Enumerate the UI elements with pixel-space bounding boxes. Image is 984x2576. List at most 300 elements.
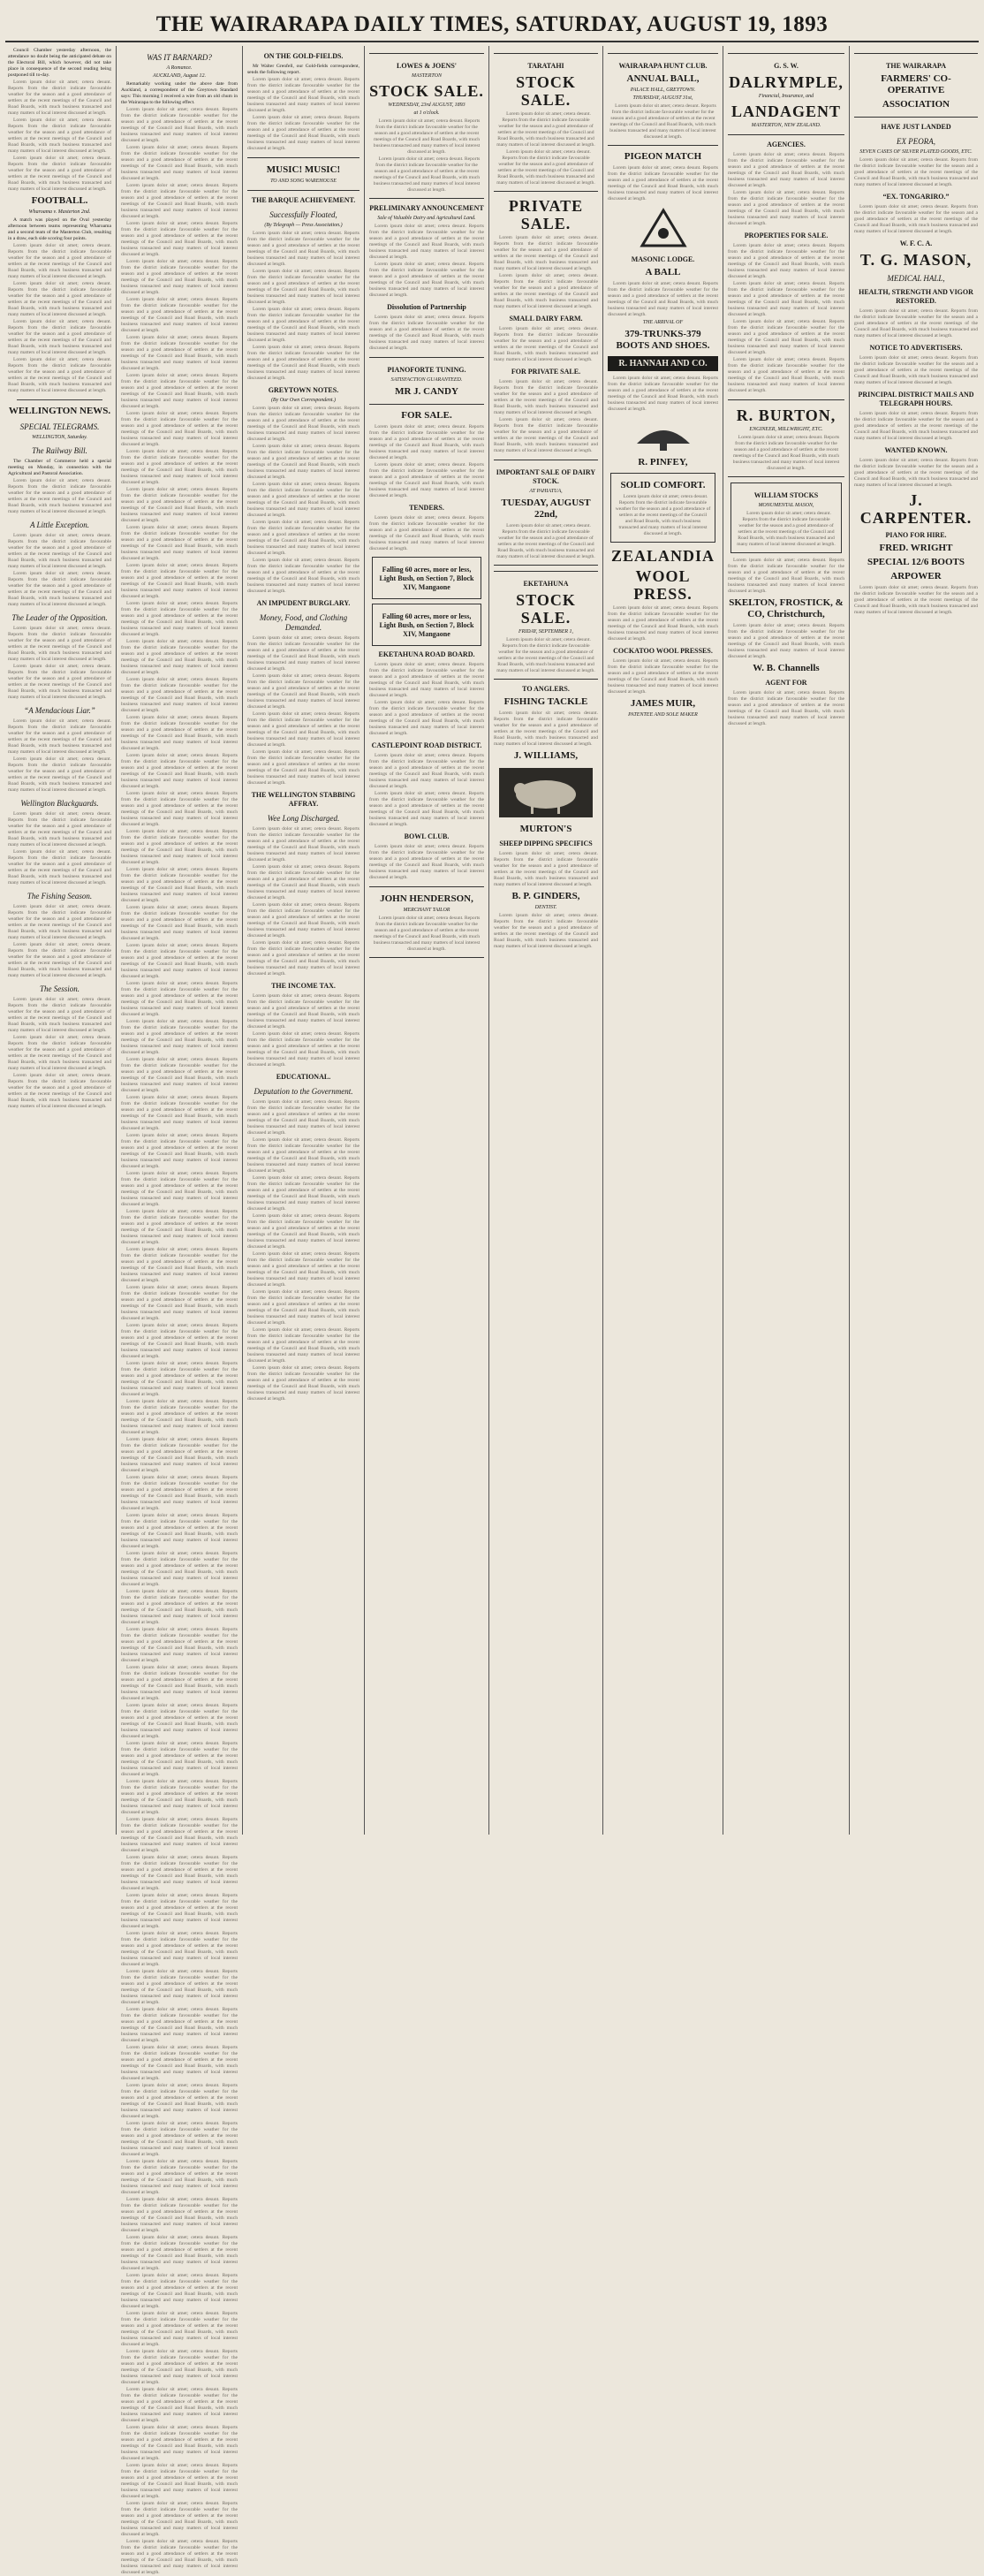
section-heading: EDUCATIONAL.: [276, 1073, 331, 1081]
ad-text: Lorem ipsum dolor sit amet; cetera desunt. Reports from the district indicate favourable weather for the season and a good attendance of settlers at the recent meetings of the Council and Road Boards, with much business transacted and many matters of local interest discussed at length.: [494, 913, 598, 949]
land-agent-advertisement: [728, 53, 844, 135]
article-text: Lorem ipsum dolor sit amet; cetera desunt. Reports from the district indicate favourable weather for the season and a good attendance of settlers at the recent meetings of the Council and Road Boards, with much business transacted and many matters of local interest discussed at length.: [121, 1247, 238, 1283]
article-text: Lorem ipsum dolor sit amet; cetera desunt. Reports from the district indicate favourable weather for the season and a good attendance of settlers at the recent meetings of the Council and Road Boards, with much business transacted and many matters of local interest discussed at length.: [121, 2235, 238, 2271]
news-heading: The Fishing Season.: [26, 892, 93, 900]
ad-date: THURSDAY, AUGUST 31st,: [632, 95, 693, 101]
tender-title: Falling 60 acres, more or less, Light Bush, on Section 7, Block XIV, Mangaone: [379, 566, 474, 591]
ad-text: Lorem ipsum dolor sit amet; cetera desunt. Reports from the district indicate favourable weather for the season and a good attendance of settlers at the recent meetings of the Council and Road Boards, with much business transacted and many matters of local interest discussed at length.: [609, 103, 716, 140]
article-text: Remarkably working under the above date from Auckland, a correspondent of the Greytown Standard says: This morning I received a wire from an old chum in the Wairarapa to the following effect.: [121, 81, 238, 105]
ad-heading: HAVE JUST LANDED: [881, 123, 951, 131]
ad-heading: FOR PRIVATE SALE.: [511, 368, 581, 376]
article-text: Lorem ipsum dolor sit amet; cetera desunt. Reports from the district indicate favourable weather for the season and a good attendance of settlers at the recent meetings of the Council and Road Boards, with much business transacted and many matters of local interest discussed at length.: [121, 1703, 238, 1739]
ad-text: Lorem ipsum dolor sit amet; cetera desunt. Reports from the district indicate favourable weather for the season and a good attendance of settlers at the recent meetings of the Council and Road Boards, with much business transacted and many matters of local interest discussed at length.: [496, 149, 595, 186]
article-text: Lorem ipsum dolor sit amet; cetera desunt. Reports from the district indicate favourable weather for the season and a good attendance of settlers at the recent meetings of the Council and Road Boards, with much business transacted and many matters of local interest discussed at length.: [121, 791, 238, 827]
news-heading: The Railway Bill.: [32, 446, 87, 455]
article-text: Lorem ipsum dolor sit amet; cetera desunt. Reports from the district indicate favourable weather for the season and a good attendance of settlers at the recent meetings of the Council and Road Boards, with much business transacted and many matters of local interest discussed at length.: [121, 1513, 238, 1549]
ad-text: Lorem ipsum dolor sit amet; cetera desunt. Reports from the district indicate favourable weather for the season and a good attendance of settlers at the recent meetings of the Council and Road Boards, with much business transacted and many matters of local interest discussed at length.: [728, 243, 844, 279]
press-credit: (By Telegraph — Press Association.): [264, 223, 343, 228]
article-text: Lorem ipsum dolor sit amet; cetera desunt. Reports from the district indicate favourable weather for the season and a good attendance of settlers at the recent meetings of the Council and Road Boards, with much business transacted and many matters of local interest discussed at length.: [121, 2387, 238, 2423]
article-text: Lorem ipsum dolor sit amet; cetera desunt. Reports from the district indicate favourable weather for the season and a good attendance of settlers at the recent meetings of the Council and Road Boards, with much business transacted and many matters of local interest discussed at length.: [121, 373, 238, 409]
article-text: Lorem ipsum dolor sit amet; cetera desunt. Reports from the district indicate favourable weather for the season and a good attendance of settlers at the recent meetings of the Council and Road Boards, with much business transacted and many matters of local interest discussed at length.: [8, 571, 111, 607]
hunt-ball-advertisement: [608, 53, 718, 146]
ad-text: Lorem ipsum dolor sit amet; cetera desunt. Reports from the district indicate favourable weather for the season and a good attendance of settlers at the recent meetings of the Council and Road Boards, with much business transacted and many matters of local interest discussed at length.: [494, 235, 598, 271]
article-text: Lorem ipsum dolor sit amet; cetera desunt. Reports from the district indicate favourable weather for the season and a good attendance of settlers at the recent meetings of the Council and Road Boards, with much business transacted and many matters of local interest discussed at length.: [247, 558, 360, 594]
ad-subheading: EX PEORA,: [897, 137, 935, 146]
ad-text: Lorem ipsum dolor sit amet; cetera desunt. Reports from the district indicate favourable weather for the season and a good attendance of settlers at the recent meetings of the Council and Road Boards, with much business transacted and many matters of local interest discussed at length.: [494, 379, 598, 415]
article-text: Lorem ipsum dolor sit amet; cetera desunt. Reports from the district indicate favourable weather for the season and a good attendance of settlers at the recent meetings of the Council and Road Boards, with much business transacted and many matters of local interest discussed at length.: [247, 345, 360, 381]
article-text: Lorem ipsum dolor sit amet; cetera desunt. Reports from the district indicate favourable weather for the season and a good attendance of settlers at the recent meetings of the Council and Road Boards, with much business transacted and many matters of local interest discussed at length.: [121, 1209, 238, 1245]
ad-heading: MUSIC! MUSIC!: [266, 164, 341, 175]
ad-heading: TENDERS.: [409, 504, 444, 512]
ad-title: MURTON'S: [519, 824, 572, 834]
ad-subheading: TO AND SONG WAREHOUSE: [270, 179, 337, 184]
ad-text: Lorem ipsum dolor sit amet; cetera desunt. Reports from the district indicate favourable weather for the season and a good attendance of settlers at the recent meetings of the Council and Road Boards, with much business transacted and many matters of local interest discussed at length.: [496, 523, 595, 559]
ad-text: Lorem ipsum dolor sit amet; cetera desunt. Reports from the district indicate favourable weather for the season and a good attendance of settlers at the recent meetings of the Council and Road Boards, with much business transacted and many matters of local interest discussed at length.: [369, 753, 484, 789]
ad-heading: FOR SALE.: [401, 410, 452, 421]
ad-heading: TARATAHI: [527, 62, 564, 70]
ad-title: ASSOCIATION: [882, 99, 950, 110]
article-text: Lorem ipsum dolor sit amet; cetera desunt. Reports from the district indicate favourable weather for the season and a good attendance of settlers at the recent meetings of the Council and Road Boards, with much business transacted and many matters of local interest discussed at length.: [121, 2501, 238, 2537]
article-text: Lorem ipsum dolor sit amet; cetera desunt. Reports from the district indicate favourable weather for the season and a good attendance of settlers at the recent meetings of the Council and Road Boards, with much business transacted and many matters of local interest discussed at length.: [121, 2425, 238, 2461]
ad-subheading: Financial, Insurance, and: [758, 94, 814, 99]
article-text: Lorem ipsum dolor sit amet; cetera desunt. Reports from the district indicate favourable weather for the season and a good attendance of settlers at the recent meetings of the Council and Road Boards, with much business transacted and many matters of local interest discussed at length.: [121, 145, 238, 181]
ad-subheading: Sale of Valuable Dairy and Agricultural Land.: [377, 216, 476, 221]
ad-text: Lorem ipsum dolor sit amet; cetera desunt. Reports from the district indicate favourable weather for the season and a good attendance of settlers at the recent meetings of the Council and Road Boards, with much business transacted and many matters of local interest discussed at length.: [854, 585, 978, 615]
section-heading: WAS IT BARNARD?: [147, 53, 212, 62]
article-text: Lorem ipsum dolor sit amet; cetera desunt. Reports from the district indicate favourable weather for the season and a good attendance of settlers at the recent meetings of the Council and Road Boards, with much business transacted and many matters of local interest discussed at length.: [8, 849, 111, 885]
ad-title: FARMERS' CO-OPERATIVE: [881, 73, 951, 95]
ad-heading: CASTLEPOINT ROAD DISTRICT.: [371, 741, 482, 749]
article-text: Lorem ipsum dolor sit amet; cetera desunt. Reports from the district indicate favourable weather for the season and a good attendance of settlers at the recent meetings of the Council and Road Boards, with much business transacted and many matters of local interest discussed at length.: [8, 156, 111, 192]
article-text: Lorem ipsum dolor sit amet; cetera desunt. Reports from the district indicate favourable weather for the season and a good attendance of settlers at the recent meetings of the Council and Road Boards, with much business transacted and many matters of local interest discussed at length.: [121, 2083, 238, 2119]
article-text: Lorem ipsum dolor sit amet; cetera desunt. Reports from the district indicate favourable weather for the season and a good attendance of settlers at the recent meetings of the Council and Road Boards, with much business transacted and many matters of local interest discussed at length.: [8, 1035, 111, 1071]
article-text: Lorem ipsum dolor sit amet; cetera desunt. Reports from the district indicate favourable weather for the season and a good attendance of settlers at the recent meetings of the Council and Road Boards, with much business transacted and many matters of local interest discussed at length.: [121, 1817, 238, 1853]
ad-title: ARPOWER: [890, 571, 942, 581]
article-text: Lorem ipsum dolor sit amet; cetera desunt. Reports from the district indicate favourable weather for the season and a good attendance of settlers at the recent meetings of the Council and Road Boards, with much business transacted and many matters of local interest discussed at length.: [121, 2349, 238, 2385]
article-text: Lorem ipsum dolor sit amet; cetera desunt. Reports from the district indicate favourable weather for the season and a good attendance of settlers at the recent meetings of the Council and Road Boards, with much business transacted and many matters of local interest discussed at length.: [121, 563, 238, 599]
ad-heading: PIANOFORTE TUNING.: [387, 366, 466, 374]
article-text: Lorem ipsum dolor sit amet; cetera desunt. Reports from the district indicate favourable weather for the season and a good attendance of settlers at the recent meetings of the Council and Road Boards, with much business transacted and many matters of local interest discussed at length.: [247, 231, 360, 267]
ad-subheading: MEDICAL HALL,: [887, 274, 945, 283]
article-text: Lorem ipsum dolor sit amet; cetera desunt. Reports from the district indicate favourable weather for the season and a good attendance of settlers at the recent meetings of the Council and Road Boards, with much business transacted and many matters of local interest discussed at length.: [121, 107, 238, 143]
ad-text: Lorem ipsum dolor sit amet; cetera desunt. Reports from the district indicate favourable weather for the season and a good attendance of settlers at the recent meetings of the Council and Road Boards, with much business transacted and many matters of local interest discussed at length.: [608, 281, 718, 317]
article-text: Lorem ipsum dolor sit amet; cetera desunt. Reports from the district indicate favourable weather for the season and a good attendance of settlers at the recent meetings of the Council and Road Boards, with much business transacted and many matters of local interest discussed at length.: [8, 80, 111, 116]
ad-heading: HEALTH, STRENGTH AND VIGOR RESTORED.: [859, 288, 973, 305]
ad-text: Lorem ipsum dolor sit amet; cetera desunt. Reports from the district indicate favourable weather for the season and a good attendance of settlers at the recent meetings of the Council and Road Boards, with much business transacted and many matters of local interest discussed at length.: [615, 494, 711, 536]
tender-notice: [372, 604, 481, 646]
article-text: Lorem ipsum dolor sit amet; cetera desunt. Reports from the district indicate favourable weather for the season and a good attendance of settlers at the recent meetings of the Council and Road Boards, with much business transacted and many matters of local interest discussed at length.: [247, 940, 360, 976]
dateline: WELLINGTON, Saturday.: [32, 435, 87, 440]
ad-title: R. PINFEY,: [638, 457, 688, 467]
article-text: Lorem ipsum dolor sit amet; cetera desunt. Reports from the district indicate favourable weather for the season and a good attendance of settlers at the recent meetings of the Council and Road Boards, with much business transacted and many matters of local interest discussed at length.: [247, 1137, 360, 1174]
article-text: Lorem ipsum dolor sit amet; cetera desunt. Reports from the district indicate favourable weather for the season and a good attendance of settlers at the recent meetings of the Council and Road Boards, with much business transacted and many matters of local interest discussed at length.: [121, 1855, 238, 1891]
article-text: Lorem ipsum dolor sit amet; cetera desunt. Reports from the district indicate favourable weather for the season and a good attendance of settlers at the recent meetings of the Council and Road Boards, with much business transacted and many matters of local interest discussed at length.: [121, 905, 238, 941]
article-text: Lorem ipsum dolor sit amet; cetera desunt. Reports from the district indicate favourable weather for the season and a good attendance of settlers at the recent meetings of the Council and Road Boards, with much business transacted and many matters of local interest discussed at length.: [247, 77, 360, 113]
ad-text: Lorem ipsum dolor sit amet; cetera desunt. Reports from the district indicate favourable weather for the season and a good attendance of settlers at the recent meetings of the Council and Road Boards, with much business transacted and many matters of local interest discussed at length.: [369, 662, 484, 698]
ad-title: B. P. GINDERS,: [511, 891, 580, 901]
ad-subheading: MERCHANT TAILOR: [403, 908, 450, 913]
ad-heading: MASONIC LODGE.: [631, 255, 695, 263]
boot-advertisement: [610, 473, 715, 543]
column-8: [850, 46, 982, 1835]
news-heading: The Leader of the Opposition.: [11, 613, 108, 622]
article-text: Lorem ipsum dolor sit amet; cetera desunt. Reports from the district indicate favourable weather for the season and a good attendance of settlers at the recent meetings of the Council and Road Boards, with much business transacted and many matters of local interest discussed at length.: [121, 829, 238, 865]
article-text: Lorem ipsum dolor sit amet; cetera desunt. Reports from the district indicate favourable weather for the season and a good attendance of settlers at the recent meetings of the Council and Road Boards, with much business transacted and many matters of local interest discussed at length.: [247, 1031, 360, 1068]
article-text: Lorem ipsum dolor sit amet; cetera desunt. Reports from the district indicate favourable weather for the season and a good attendance of settlers at the recent meetings of the Council and Road Boards, with much business transacted and many matters of local interest discussed at length.: [121, 2539, 238, 2575]
stock-sale-advertisement: [369, 53, 484, 199]
ad-text: Lorem ipsum dolor sit amet; cetera desunt. Reports from the district indicate favourable weather for the season and a good attendance of settlers at the recent meetings of the Council and Road Boards, with much business transacted and many matters of local interest discussed at length.: [369, 515, 484, 551]
ad-heading: EKETAHUNA: [523, 580, 569, 588]
ad-subheading: SATISFACTION GUARANTEED.: [390, 377, 463, 383]
article-text: Lorem ipsum dolor sit amet; cetera desunt. Reports from the district indicate favourable weather for the season and a good attendance of settlers at the recent meetings of the Council and Road Boards, with much business transacted and many matters of local interest discussed at length.: [121, 677, 238, 713]
tailor-advertisement: [369, 886, 484, 958]
article-text: Lorem ipsum dolor sit amet; cetera desunt. Reports from the district indicate favourable weather for the season and a good attendance of settlers at the recent meetings of the Council and Road Boards, with much business transacted and many matters of local interest discussed at length.: [121, 1437, 238, 1473]
ad-title: JOHN HENDERSON,: [380, 893, 473, 904]
ad-heading: “EX. TONGARIRO.”: [882, 193, 950, 201]
ad-text: Lorem ipsum dolor sit amet; cetera desunt. Reports from the district indicate favourable weather for the season and a good attendance of settlers at the recent meetings of the Council and Road Boards, with much business transacted and many matters of local interest discussed at length.: [854, 458, 978, 488]
article-text: Lorem ipsum dolor sit amet; cetera desunt. Reports from the district indicate favourable weather for the season and a good attendance of settlers at the recent meetings of the Council and Road Boards, with much business transacted and many matters of local interest discussed at length.: [121, 2273, 238, 2309]
news-heading: “A Mendacious Liar.”: [24, 706, 95, 715]
column-6: [603, 46, 723, 1835]
article-text: Lorem ipsum dolor sit amet; cetera desunt. Reports from the district indicate favourable weather for the season and a good attendance of settlers at the recent meetings of the Council and Road Boards, with much business transacted and many matters of local interest discussed at length.: [121, 943, 238, 979]
engineer-advertisement: [728, 399, 844, 477]
ad-title: W. B. Channells: [753, 663, 820, 673]
ad-place: AT PAHIATUA,: [529, 489, 563, 494]
ad-subheading: PATENTEE AND SOLE MAKER: [628, 712, 698, 718]
ad-heading: THE WAIRARAPA: [886, 62, 946, 70]
article-text: Lorem ipsum dolor sit amet; cetera desunt. Reports from the district indicate favourable weather for the season and a good attendance of settlers at the recent meetings of the Council and Road Boards, with much business transacted and many matters of local interest discussed at length.: [121, 1475, 238, 1511]
ad-title: J. WILLIAMS,: [513, 750, 579, 761]
article-text: Lorem ipsum dolor sit amet; cetera desunt. Reports from the district indicate favourable weather for the season and a good attendance of settlers at the recent meetings of the Council and Road Boards, with much business transacted and many matters of local interest discussed at length.: [121, 2121, 238, 2157]
ad-text: Lorem ipsum dolor sit amet; cetera desunt. Reports from the district indicate favourable weather for the season and a good attendance of settlers at the recent meetings of the Council and Road Boards, with much business transacted and many matters of local interest discussed at length.: [496, 111, 595, 148]
article-text: Lorem ipsum dolor sit amet; cetera desunt. Reports from the district indicate favourable weather for the season and a good attendance of settlers at the recent meetings of the Council and Road Boards, with much business transacted and many matters of local interest discussed at length.: [8, 904, 111, 940]
section-heading: WELLINGTON NEWS.: [8, 406, 111, 416]
ad-subheading: SEVEN CASES OF SILVER PLATED GOODS, ETC.: [859, 149, 973, 155]
article-text: Lorem ipsum dolor sit amet; cetera desunt. Reports from the district indicate favourable weather for the season and a good attendance of settlers at the recent meetings of the Council and Road Boards, with much business transacted and many matters of local interest discussed at length.: [8, 756, 111, 793]
ad-text: Lorem ipsum dolor sit amet; cetera desunt. Reports from the district indicate favourable weather for the season and a good attendance of settlers at the recent meetings of the Council and Road Boards, with much business transacted and many matters of local interest discussed at length.: [728, 319, 844, 355]
article-text: Lorem ipsum dolor sit amet; cetera desunt. Reports from the district indicate favourable weather for the season and a good attendance of settlers at the recent meetings of the Council and Road Boards, with much business transacted and many matters of local interest discussed at length.: [247, 1213, 360, 1250]
article-text: Lorem ipsum dolor sit amet; cetera desunt. Reports from the district indicate favourable weather for the season and a good attendance of settlers at the recent meetings of the Council and Road Boards, with much business transacted and many matters of local interest discussed at length.: [121, 1133, 238, 1169]
section-subheading: Wharoama v. Masterton 2nd.: [28, 209, 91, 215]
ad-subheading: SHEEP DIPPING SPECIFICS: [499, 840, 593, 847]
ad-heading: WANTED KNOWN.: [884, 446, 948, 454]
ad-text: Lorem ipsum dolor sit amet; cetera desunt. Reports from the district indicate favourable weather for the season and a good attendance of settlers at the recent meetings of the Council and Road Boards, with much business transacted and many matters of local interest discussed at length.: [608, 165, 718, 201]
article-text: Lorem ipsum dolor sit amet; cetera desunt. Reports from the district indicate favourable weather for the season and a good attendance of settlers at the recent meetings of the Council and Road Boards, with much business transacted and many matters of local interest discussed at length.: [247, 307, 360, 343]
article-text: Mr Walter Grenfell, our Gold-fields correspondent, sends the following report.: [247, 64, 360, 75]
ad-text: Lorem ipsum dolor sit amet; cetera desunt. Reports from the district indicate favourable weather for the season and a good attendance of settlers at the recent meetings of the Council and Road Boards, with much business transacted and many matters of local interest discussed at length.: [608, 376, 718, 412]
article-text: Lorem ipsum dolor sit amet; cetera desunt. Reports from the district indicate favourable weather for the season and a good attendance of settlers at the recent meetings of the Council and Road Boards, with much business transacted and many matters of local interest discussed at length.: [8, 478, 111, 514]
masthead-rule: [5, 41, 979, 42]
saddle-illustration: [628, 417, 699, 452]
ad-title: LANDAGENT: [730, 103, 841, 120]
ad-text: Lorem ipsum dolor sit amet; cetera desunt. Reports from the district indicate favourable weather for the season and a good attendance of settlers at the recent meetings of the Council and Road Boards, with much business transacted and many matters of local interest discussed at length.: [369, 315, 484, 351]
ad-title: FISHING TACKLE: [503, 696, 588, 707]
ad-text: Lorem ipsum dolor sit amet; cetera desunt. Reports from the district indicate favourable weather for the season and a good attendance of settlers at the recent meetings of the Council and Road Boards, with much business transacted and many matters of local interest discussed at length.: [732, 435, 840, 471]
article-text: Lorem ipsum dolor sit amet; cetera desunt. Reports from the district indicate favourable weather for the season and a good attendance of settlers at the recent meetings of the Council and Road Boards, with much business transacted and many matters of local interest discussed at length.: [121, 981, 238, 1017]
article-text: Lorem ipsum dolor sit amet; cetera desunt. Reports from the district indicate favourable weather for the season and a good attendance of settlers at the recent meetings of the Council and Road Boards, with much business transacted and many matters of local interest discussed at length.: [8, 942, 111, 978]
section-subheading: (By Our Own Correspondent.): [270, 398, 337, 403]
article-text: Lorem ipsum dolor sit amet; cetera desunt. Reports from the district indicate favourable weather for the season and a good attendance of settlers at the recent meetings of the Council and Road Boards, with much business transacted and many matters of local interest discussed at length.: [121, 867, 238, 903]
article-text: Lorem ipsum dolor sit amet; cetera desunt. Reports from the district indicate favourable weather for the season and a good attendance of settlers at the recent meetings of the Council and Road Boards, with much business transacted and many matters of local interest discussed at length.: [247, 406, 360, 442]
ad-text: Lorem ipsum dolor sit amet; cetera desunt. Reports from the district indicate favourable weather for the season and a good attendance of settlers at the recent meetings of the Council and Road Boards, with much business transacted and many matters of local interest discussed at length.: [737, 511, 836, 547]
article-text: Lorem ipsum dolor sit amet; cetera desunt. Reports from the district indicate favourable weather for the season and a good attendance of settlers at the recent meetings of the Council and Road Boards, with much business transacted and many matters of local interest discussed at length.: [121, 183, 238, 219]
column-2: [117, 46, 243, 2575]
ad-title: DALRYMPLE,: [729, 73, 844, 91]
article-text: Lorem ipsum dolor sit amet; cetera desunt. Reports from the district indicate favourable weather for the season and a good attendance of settlers at the recent meetings of the Council and Road Boards, with much business transacted and many matters of local interest discussed at length.: [121, 335, 238, 371]
ad-title: SKELTON, FROSTICK, & CO, Christchurch,: [729, 597, 844, 619]
article-text: Lorem ipsum dolor sit amet; cetera desunt. Reports from the district indicate favourable weather for the season and a good attendance of settlers at the recent meetings of the Council and Road Boards, with much business transacted and many matters of local interest discussed at length.: [121, 411, 238, 447]
article-text: Lorem ipsum dolor sit amet; cetera desunt. Reports from the district indicate favourable weather for the season and a good attendance of settlers at the recent meetings of the Council and Road Boards, with much business transacted and many matters of local interest discussed at length.: [8, 118, 111, 154]
ad-text: Lorem ipsum dolor sit amet; cetera desunt. Reports from the district indicate favourable weather for the season and a good attendance of settlers at the recent meetings of the Council and Road Boards, with much business transacted and many matters of local interest discussed at length.: [608, 605, 718, 642]
article-text: Lorem ipsum dolor sit amet; cetera desunt. Reports from the district indicate favourable weather for the season and a good attendance of settlers at the recent meetings of the Council and Road Boards, with much business transacted and many matters of local interest discussed at length.: [121, 2463, 238, 2499]
article-text: Lorem ipsum dolor sit amet; cetera desunt. Reports from the district indicate favourable weather for the season and a good attendance of settlers at the recent meetings of the Council and Road Boards, with much business transacted and many matters of local interest discussed at length.: [8, 997, 111, 1033]
ad-text: Lorem ipsum dolor sit amet; cetera desunt. Reports from the district indicate favourable weather for the season and a good attendance of settlers at the recent meetings of the Council and Road Boards, with much business transacted and many matters of local interest discussed at length.: [728, 281, 844, 317]
ad-place: MASTERTON: [412, 73, 442, 79]
article-text: Lorem ipsum dolor sit amet; cetera desunt. Reports from the district indicate favourable weather for the season and a good attendance of settlers at the recent meetings of the Council and Road Boards, with much business transacted and many matters of local interest discussed at length.: [247, 269, 360, 305]
section-heading: AN IMPUDENT BURGLARY.: [256, 599, 351, 607]
ad-text: Lorem ipsum dolor sit amet; cetera desunt. Reports from the district indicate favourable weather for the season and a good attendance of settlers at the recent meetings of the Council and Road Boards, with much business transacted and many matters of local interest discussed at length.: [494, 326, 598, 362]
article-text: Lorem ipsum dolor sit amet; cetera desunt. Reports from the district indicate favourable weather for the season and a good attendance of settlers at the recent meetings of the Council and Road Boards, with much business transacted and many matters of local interest discussed at length.: [8, 357, 111, 393]
newspaper-title: THE WAIRARAPA DAILY TIMES, SATURDAY, AUGUST 19, 1893: [155, 12, 829, 36]
section-subheading: Wee Long Discharged.: [267, 814, 340, 823]
article-text: Lorem ipsum dolor sit amet; cetera desunt. Reports from the district indicate favourable weather for the season and a good attendance of settlers at the recent meetings of the Council and Road Boards, with much business transacted and many matters of local interest discussed at length.: [247, 444, 360, 480]
news-heading: The Session.: [40, 984, 79, 993]
article-text: Lorem ipsum dolor sit amet; cetera desunt. Reports from the district indicate favourable weather for the season and a good attendance of settlers at the recent meetings of the Council and Road Boards, with much business transacted and many matters of local interest discussed at length.: [247, 826, 360, 862]
article-text: Lorem ipsum dolor sit amet; cetera desunt. Reports from the district indicate favourable weather for the season and a good attendance of settlers at the recent meetings of the Council and Road Boards, with much business transacted and many matters of local interest discussed at length.: [8, 718, 111, 755]
section-heading: THE WELLINGTON STABBING AFFRAY.: [251, 791, 356, 808]
article-text: Lorem ipsum dolor sit amet; cetera desunt. Reports from the district indicate favourable weather for the season and a good attendance of settlers at the recent meetings of the Council and Road Boards, with much business transacted and many matters of local interest discussed at length.: [247, 711, 360, 748]
article-text: Lorem ipsum dolor sit amet; cetera desunt. Reports from the district indicate favourable weather for the season and a good attendance of settlers at the recent meetings of the Council and Road Boards, with much business transacted and many matters of local interest discussed at length.: [121, 297, 238, 333]
masonic-emblem: [637, 207, 690, 251]
ad-heading: BOWL CLUB.: [404, 832, 450, 840]
ad-title: STOCK SALE.: [369, 82, 484, 100]
ad-text: Lorem ipsum dolor sit amet; cetera desunt. Reports from the district indicate favourable weather for the season and a good attendance of settlers at the recent meetings of the Council and Road Boards, with much business transacted and many matters of local interest discussed at length.: [854, 204, 978, 234]
ad-heading: G. S. W.: [774, 62, 799, 70]
section-subheading: SPECIAL TELEGRAMS.: [19, 422, 100, 431]
ad-heading: LOWES & JOENS': [396, 62, 457, 70]
article-text: Lorem ipsum dolor sit amet; cetera desunt. Reports from the district indicate favourable weather for the season and a good attendance of settlers at the recent meetings of the Council and Road Boards, with much business transacted and many matters of local interest discussed at length.: [121, 715, 238, 751]
article-text: Lorem ipsum dolor sit amet; cetera desunt. Reports from the district indicate favourable weather for the season and a good attendance of settlers at the recent meetings of the Council and Road Boards, with much business transacted and many matters of local interest discussed at length.: [121, 753, 238, 789]
article-text: Lorem ipsum dolor sit amet; cetera desunt. Reports from the district indicate favourable weather for the season and a good attendance of settlers at the recent meetings of the Council and Road Boards, with much business transacted and many matters of local interest discussed at length.: [121, 1019, 238, 1055]
ad-text: Lorem ipsum dolor sit amet; cetera desunt. Reports from the district indicate favourable weather for the season and a good attendance of settlers at the recent meetings of the Council and Road Boards, with much business transacted and many matters of local interest discussed at length.: [369, 462, 484, 498]
ad-heading: PRINCIPAL DISTRICT MAILS AND TELEGRAPH HOURS.: [858, 391, 974, 407]
ad-subheading: DENTIST.: [534, 905, 557, 910]
section-heading: FOOTBALL.: [31, 195, 88, 206]
article-text: Lorem ipsum dolor sit amet; cetera desunt. Reports from the district indicate favourable weather for the season and a good attendance of settlers at the recent meetings of the Council and Road Boards, with much business transacted and many matters of local interest discussed at length.: [121, 2007, 238, 2043]
article-text: Lorem ipsum dolor sit amet; cetera desunt. Reports from the district indicate favourable weather for the season and a good attendance of settlers at the recent meetings of the Council and Road Boards, with much business transacted and many matters of local interest discussed at length.: [247, 1327, 360, 1364]
ad-heading: NOTICE TO ADVERTISERS.: [869, 344, 963, 352]
stock-sale-advertisement: [494, 571, 598, 680]
ad-title: WOOL PRESS.: [633, 567, 693, 603]
ad-text: Lorem ipsum dolor sit amet; cetera desunt. Reports from the district indicate favourable weather for the season and a good attendance of settlers at the recent meetings of the Council and Road Boards, with much business transacted and many matters of local interest discussed at length.: [369, 844, 484, 880]
article-text: Lorem ipsum dolor sit amet; cetera desunt. Reports from the district indicate favourable weather for the season and a good attendance of settlers at the recent meetings of the Council and Road Boards, with much business transacted and many matters of local interest discussed at length.: [121, 1589, 238, 1625]
article-text: Lorem ipsum dolor sit amet; cetera desunt. Reports from the district indicate favourable weather for the season and a good attendance of settlers at the recent meetings of the Council and Road Boards, with much business transacted and many matters of local interest discussed at length.: [121, 1893, 238, 1929]
article-text: Lorem ipsum dolor sit amet; cetera desunt. Reports from the district indicate favourable weather for the season and a good attendance of settlers at the recent meetings of the Council and Road Boards, with much business transacted and many matters of local interest discussed at length.: [121, 1171, 238, 1207]
section-heading: THE BARQUE ACHIEVEMENT.: [251, 196, 356, 204]
article-text: Lorem ipsum dolor sit amet; cetera desunt. Reports from the district indicate favourable weather for the season and a good attendance of settlers at the recent meetings of the Council and Road Boards, with much business transacted and many matters of local interest discussed at length.: [121, 1779, 238, 1815]
article-text: Lorem ipsum dolor sit amet; cetera desunt. Reports from the district indicate favourable weather for the season and a good attendance of settlers at the recent meetings of the Council and Road Boards, with much business transacted and many matters of local interest discussed at length.: [121, 1627, 238, 1663]
ad-text: Lorem ipsum dolor sit amet; cetera desunt. Reports from the district indicate favourable weather for the season and a good attendance of settlers at the recent meetings of the Council and Road Boards, with much business transacted and many matters of local interest discussed at length.: [369, 424, 484, 460]
ad-title: MR J. CANDY: [395, 386, 458, 397]
ad-title: SOLID COMFORT.: [620, 480, 706, 490]
article-text: Lorem ipsum dolor sit amet; cetera desunt. Reports from the district indicate favourable weather for the season and a good attendance of settlers at the recent meetings of the Council and Road Boards, with much business transacted and many matters of local interest discussed at length.: [121, 2159, 238, 2195]
column-5: [489, 46, 603, 1835]
ad-text: Lorem ipsum dolor sit amet; cetera desunt. Reports from the district indicate favourable weather for the season and a good attendance of settlers at the recent meetings of the Council and Road Boards, with much business transacted and many matters of local interest discussed at length.: [369, 791, 484, 827]
article-text: Lorem ipsum dolor sit amet; cetera desunt. Reports from the district indicate favourable weather for the season and a good attendance of settlers at the recent meetings of the Council and Road Boards, with much business transacted and many matters of local interest discussed at length.: [121, 1323, 238, 1359]
ad-heading: WAIRARAPA HUNT CLUB.: [618, 62, 708, 70]
ad-text: Lorem ipsum dolor sit amet; cetera desunt. Reports from the district indicate favourable weather for the season and a good attendance of settlers at the recent meetings of the Council and Road Boards, with much business transacted and many matters of local interest discussed at length.: [496, 637, 595, 673]
news-heading: A Little Exception.: [29, 521, 90, 529]
ad-text: Lorem ipsum dolor sit amet; cetera desunt. Reports from the district indicate favourable weather for the season and a good attendance of settlers at the recent meetings of the Council and Road Boards, with much business transacted and many matters of local interest discussed at length.: [854, 157, 978, 187]
section-subheading: Money, Food, and Clothing Demanded.: [259, 613, 348, 632]
ad-text: Lorem ipsum dolor sit amet; cetera desunt. Reports from the district indicate favourable weather for the season and a good attendance of settlers at the recent meetings of the Council and Road Boards, with much business transacted and many matters of local interest discussed at length.: [728, 357, 844, 393]
ad-text: Lorem ipsum dolor sit amet; cetera desunt. Reports from the district indicate favourable weather for the season and a good attendance of settlers at the recent meetings of the Council and Road Boards, with much business transacted and many matters of local interest discussed at length.: [494, 417, 598, 453]
ad-text: Lorem ipsum dolor sit amet; cetera desunt. Reports from the district indicate favourable weather for the season and a good attendance of settlers at the recent meetings of the Council and Road Boards, with much business transacted and many matters of local interest discussed at length.: [728, 558, 844, 594]
music-advertisement: [247, 157, 360, 191]
ad-date: TUESDAY, AUGUST 22nd,: [501, 498, 591, 520]
column-1: [4, 46, 117, 1835]
dairy-sale-advertisement: [494, 460, 598, 566]
article-text: Lorem ipsum dolor sit amet; cetera desunt. Reports from the district indicate favourable weather for the season and a good attendance of settlers at the recent meetings of the Council and Road Boards, with much business transacted and many matters of local interest discussed at length.: [121, 639, 238, 675]
article-text: Lorem ipsum dolor sit amet; cetera desunt. Reports from the district indicate favourable weather for the season and a good attendance of settlers at the recent meetings of the Council and Road Boards, with much business transacted and many matters of local interest discussed at length.: [247, 749, 360, 786]
piano-tuning-advertisement: [369, 357, 484, 405]
article-text: Lorem ipsum dolor sit amet; cetera desunt. Reports from the district indicate favourable weather for the season and a good attendance of settlers at the recent meetings of the Council and Road Boards, with much business transacted and many matters of local interest discussed at length.: [247, 1099, 360, 1136]
article-text: Lorem ipsum dolor sit amet; cetera desunt. Reports from the district indicate favourable weather for the season and a good attendance of settlers at the recent meetings of the Council and Road Boards, with much business transacted and many matters of local interest discussed at length.: [121, 2311, 238, 2347]
column-7: [723, 46, 850, 1835]
ad-place: PALACE HALL, GREYTOWN.: [630, 87, 696, 93]
ad-heading: W. F. C. A.: [899, 239, 933, 247]
ad-text: Lorem ipsum dolor sit amet; cetera desunt. Reports from the district indicate favourable weather for the season and a good attendance of settlers at the recent meetings of the Council and Road Boards, with much business transacted and many matters of local interest discussed at length.: [854, 411, 978, 441]
ad-title: PRIVATE SALE.: [508, 197, 584, 232]
ad-title: R. BURTON,: [736, 407, 836, 424]
sheep-dip-illustration: [497, 766, 594, 819]
ad-text: Lorem ipsum dolor sit amet; cetera desunt. Reports from the district indicate favourable weather for the season and a good attendance of settlers at the recent meetings of the Council and Road Boards, with much business transacted and many matters of local interest discussed at length.: [728, 152, 844, 188]
ad-title: STOCK SALE.: [516, 73, 576, 109]
ad-title: PIGEON MATCH: [624, 151, 702, 162]
ad-text: Lorem ipsum dolor sit amet; cetera desunt. Reports from the district indicate favourable weather for the season and a good attendance of settlers at the recent meetings of the Council and Road Boards, with much business transacted and many matters of local interest discussed at length.: [373, 118, 481, 155]
tender-notice: [372, 557, 481, 599]
article-text: Lorem ipsum dolor sit amet; cetera desunt. Reports from the district indicate favourable weather for the season and a good attendance of settlers at the recent meetings of the Council and Road Boards, with much business transacted and many matters of local interest discussed at length.: [8, 243, 111, 279]
divider: [17, 399, 102, 400]
ad-heading: PROPERTIES FOR SALE.: [744, 232, 829, 239]
ad-title: 379-TRUNKS-379 BOOTS AND SHOES.: [616, 329, 710, 351]
ad-date: WEDNESDAY, 23rd AUGUST, 1893: [388, 103, 466, 108]
article-text: Lorem ipsum dolor sit amet; cetera desunt. Reports from the district indicate favourable weather for the season and a good attendance of settlers at the recent meetings of the Council and Road Boards, with much business transacted and many matters of local interest discussed at length.: [8, 626, 111, 662]
ad-heading: EKETAHUNA ROAD BOARD.: [378, 650, 475, 658]
ad-heading: Dissolution of Partnership: [387, 303, 466, 311]
article-text: Lorem ipsum dolor sit amet; cetera desunt. Reports from the district indicate favourable weather for the season and a good attendance of settlers at the recent meetings of the Council and Road Boards, with much business transacted and many matters of local interest discussed at length.: [121, 2197, 238, 2233]
dateline: AUCKLAND, August 12.: [153, 73, 206, 79]
article-text: Lorem ipsum dolor sit amet; cetera desunt. Reports from the district indicate favourable weather for the season and a good attendance of settlers at the recent meetings of the Council and Road Boards, with much business transacted and many matters of local interest discussed at length.: [121, 1665, 238, 1701]
article-text: Lorem ipsum dolor sit amet; cetera desunt. Reports from the district indicate favourable weather for the season and a good attendance of settlers at the recent meetings of the Council and Road Boards, with much business transacted and many matters of local interest discussed at length.: [121, 259, 238, 295]
section-subheading: Deputation to the Government.: [254, 1087, 353, 1096]
ad-title: ZEALANDIA: [610, 547, 715, 565]
ad-text: Lorem ipsum dolor sit amet; cetera desunt. Reports from the district indicate favourable weather for the season and a good attendance of settlers at the recent meetings of the Council and Road Boards, with much business transacted and many matters of local interest discussed at length.: [608, 658, 718, 695]
ad-heading: THE ARRIVAL OF: [642, 320, 684, 325]
ad-text: Lorem ipsum dolor sit amet; cetera desunt. Reports from the district indicate favourable weather for the season and a good attendance of settlers at the recent meetings of the Council and Road Boards, with much business transacted and many matters of local interest discussed at length.: [369, 700, 484, 736]
masthead: [0, 0, 984, 46]
stock-sale-advertisement: [494, 53, 598, 192]
ad-text: Lorem ipsum dolor sit amet; cetera desunt. Reports from the district indicate favourable weather for the season and a good attendance of settlers at the recent meetings of the Council and Road Boards, with much business transacted and many matters of local interest discussed at length.: [373, 156, 481, 193]
ad-heading: PRELIMINARY ANNOUNCEMENT: [369, 204, 484, 212]
ad-heading: AGENCIES.: [767, 141, 806, 148]
article-text: Lorem ipsum dolor sit amet; cetera desunt. Reports from the district indicate favourable weather for the season and a good attendance of settlers at the recent meetings of the Council and Road Boards, with much business transacted and many matters of local interest discussed at length.: [247, 993, 360, 1030]
news-heading: Wellington Blackguards.: [20, 799, 99, 808]
cooperative-advertisement: [854, 53, 978, 118]
ad-time: at 1 o'clock.: [413, 110, 440, 116]
ad-date: FRIDAY, SEPTEMBER 1,: [518, 629, 574, 635]
section-heading: GREYTOWN NOTES.: [268, 386, 339, 394]
section-subheading: A Romance.: [166, 65, 193, 71]
ad-heading: AGENT FOR: [765, 679, 807, 687]
article-text: The Chamber of Commerce held a special meeting on Monday, in connection with the Agricultural and Pastoral Association.: [8, 459, 111, 476]
ad-heading: IMPORTANT SALE OF DAIRY STOCK.: [496, 468, 596, 485]
article-text: Lorem ipsum dolor sit amet; cetera desunt. Reports from the district indicate favourable weather for the season and a good attendance of settlers at the recent meetings of the Council and Road Boards, with much business transacted and many matters of local interest discussed at length.: [121, 449, 238, 485]
article-text: Lorem ipsum dolor sit amet; cetera desunt. Reports from the district indicate favourable weather for the season and a good attendance of settlers at the recent meetings of the Council and Road Boards, with much business transacted and many matters of local interest discussed at length.: [121, 1361, 238, 1397]
article-text: Lorem ipsum dolor sit amet; cetera desunt. Reports from the district indicate favourable weather for the season and a good attendance of settlers at the recent meetings of the Council and Road Boards, with much business transacted and many matters of local interest discussed at length.: [247, 520, 360, 556]
article-text: Lorem ipsum dolor sit amet; cetera desunt. Reports from the district indicate favourable weather for the season and a good attendance of settlers at the recent meetings of the Council and Road Boards, with much business transacted and many matters of local interest discussed at length.: [247, 635, 360, 672]
article-text: Lorem ipsum dolor sit amet; cetera desunt. Reports from the district indicate favourable weather for the season and a good attendance of settlers at the recent meetings of the Council and Road Boards, with much business transacted and many matters of local interest discussed at length.: [121, 1285, 238, 1321]
ad-text: Lorem ipsum dolor sit amet; cetera desunt. Reports from the district indicate favourable weather for the season and a good attendance of settlers at the recent meetings of the Council and Road Boards, with much business transacted and many matters of local interest discussed at length.: [854, 308, 978, 338]
ad-title: SPECIAL 12/6 BOOTS: [867, 557, 965, 567]
article-text: Lorem ipsum dolor sit amet; cetera desunt. Reports from the district indicate favourable weather for the season and a good attendance of settlers at the recent meetings of the Council and Road Boards, with much business transacted and many matters of local interest discussed at length.: [8, 319, 111, 355]
tender-title: Falling 60 acres, more or less, Light Bush, on Section 7, Block XIV, Mangaone: [379, 612, 474, 638]
article-text: Lorem ipsum dolor sit amet; cetera desunt. Reports from the district indicate favourable weather for the season and a good attendance of settlers at the recent meetings of the Council and Road Boards, with much business transacted and many matters of local interest discussed at length.: [121, 221, 238, 257]
mason-advertisement: [730, 483, 842, 553]
article-text: Lorem ipsum dolor sit amet; cetera desunt. Reports from the district indicate favourable weather for the season and a good attendance of settlers at the recent meetings of the Council and Road Boards, with much business transacted and many matters of local interest discussed at length.: [247, 1251, 360, 1288]
ad-text: Lorem ipsum dolor sit amet; cetera desunt. Reports from the district indicate favourable weather for the season and a good attendance of settlers at the recent meetings of the Council and Road Boards, with much business transacted and many matters of local interest discussed at length.: [854, 355, 978, 385]
ad-title: J. CARPENTER.: [859, 491, 973, 527]
ad-text: Lorem ipsum dolor sit amet; cetera desunt. Reports from the district indicate favourable weather for the season and a good attendance of settlers at the recent meetings of the Council and Road Boards, with much business transacted and many matters of local interest discussed at length.: [728, 623, 844, 659]
article-text: Lorem ipsum dolor sit amet; cetera desunt. Reports from the district indicate favourable weather for the season and a good attendance of settlers at the recent meetings of the Council and Road Boards, with much business transacted and many matters of local interest discussed at length.: [247, 902, 360, 938]
page-columns: [4, 46, 982, 2575]
section-heading: THE INCOME TAX.: [271, 982, 336, 990]
ad-title: T. G. MASON,: [859, 251, 973, 269]
article-text: Lorem ipsum dolor sit amet; cetera desunt. Reports from the district indicate favourable weather for the season and a good attendance of settlers at the recent meetings of the Council and Road Boards, with much business transacted and many matters of local interest discussed at length.: [121, 1551, 238, 1587]
article-text: Lorem ipsum dolor sit amet; cetera desunt. Reports from the district indicate favourable weather for the season and a good attendance of settlers at the recent meetings of the Council and Road Boards, with much business transacted and many matters of local interest discussed at length.: [247, 482, 360, 518]
ad-title: STOCK SALE.: [516, 591, 576, 627]
column-3: [243, 46, 365, 1835]
article-text: Lorem ipsum dolor sit amet; cetera desunt. Reports from the district indicate favourable weather for the season and a good attendance of settlers at the recent meetings of the Council and Road Boards, with much business transacted and many matters of local interest discussed at length.: [121, 1741, 238, 1777]
column-4: [365, 46, 489, 1835]
article-text: Lorem ipsum dolor sit amet; cetera desunt. Reports from the district indicate favourable weather for the season and a good attendance of settlers at the recent meetings of the Council and Road Boards, with much business transacted and many matters of local interest discussed at length.: [121, 1095, 238, 1131]
ad-title: ANNUAL BALL,: [626, 73, 700, 84]
article-text: Lorem ipsum dolor sit amet; cetera desunt. Reports from the district indicate favourable weather for the season and a good attendance of settlers at the recent meetings of the Council and Road Boards, with much business transacted and many matters of local interest discussed at length.: [247, 1289, 360, 1326]
article-text: Lorem ipsum dolor sit amet; cetera desunt. Reports from the district indicate favourable weather for the season and a good attendance of settlers at the recent meetings of the Council and Road Boards, with much business transacted and many matters of local interest discussed at length.: [8, 281, 111, 317]
article-text: Lorem ipsum dolor sit amet; cetera desunt. Reports from the district indicate favourable weather for the season and a good attendance of settlers at the recent meetings of the Council and Road Boards, with much business transacted and many matters of local interest discussed at length.: [247, 673, 360, 710]
ad-heading: COCKATOO WOOL PRESSES.: [613, 647, 713, 655]
article-text: Lorem ipsum dolor sit amet; cetera desunt. Reports from the district indicate favourable weather for the season and a good attendance of settlers at the recent meetings of the Council and Road Boards, with much business transacted and many matters of local interest discussed at length.: [121, 525, 238, 561]
article-text: Lorem ipsum dolor sit amet; cetera desunt. Reports from the district indicate favourable weather for the season and a good attendance of settlers at the recent meetings of the Council and Road Boards, with much business transacted and many matters of local interest discussed at length.: [247, 864, 360, 900]
ad-text: Lorem ipsum dolor sit amet; cetera desunt. Reports from the district indicate favourable weather for the season and a good attendance of settlers at the recent meetings of the Council and Road Boards, with much business transacted and many matters of local interest discussed at length.: [494, 851, 598, 887]
ad-text: Lorem ipsum dolor sit amet; cetera desunt. Reports from the district indicate favourable weather for the season and a good attendance of settlers at the recent meetings of the Council and Road Boards, with much business transacted and many matters of local interest discussed at length.: [728, 190, 844, 226]
ad-heading: WILLIAM STOCKS: [753, 491, 819, 499]
ad-title: FRED. WRIGHT: [879, 543, 953, 553]
ad-subheading: MONUMENTAL MASON,: [758, 503, 814, 508]
ad-title: JAMES MUIR,: [630, 698, 696, 709]
article-text: Lorem ipsum dolor sit amet; cetera desunt. Reports from the district indicate favourable weather for the season and a good attendance of settlers at the recent meetings of the Council and Road Boards, with much business transacted and many matters of local interest discussed at length.: [247, 115, 360, 151]
article-text: A match was played on the Oval yesterday afternoon between teams representing Wharoama and a second team of the Masterton Club, resulting in a draw, each side scoring four points.: [8, 217, 111, 241]
ad-subheading: ENGINEER, MILLWRIGHT, ETC.: [749, 427, 823, 432]
section-heading: ON THE GOLD-FIELDS.: [263, 52, 344, 60]
ad-text: Lorem ipsum dolor sit amet; cetera desunt. Reports from the district indicate favourable weather for the season and a good attendance of settlers at the recent meetings of the Council and Road Boards, with much business transacted and many matters of local interest discussed at length.: [494, 710, 598, 747]
article-text: Council Chamber yesterday afternoon, the attendance no doubt being the anticipated debate on the Electoral Bill, which however, did not take place in consequence of the second reading being postponed till to-day.: [8, 48, 111, 78]
article-text: Lorem ipsum dolor sit amet; cetera desunt. Reports from the district indicate favourable weather for the season and a good attendance of settlers at the recent meetings of the Council and Road Boards, with much business transacted and many matters of local interest discussed at length.: [247, 1175, 360, 1212]
ad-text: Lorem ipsum dolor sit amet; cetera desunt. Reports from the district indicate favourable weather for the season and a good attendance of settlers at the recent meetings of the Council and Road Boards, with much business transacted and many matters of local interest discussed at length.: [494, 273, 598, 309]
ad-heading: SMALL DAIRY FARM.: [509, 315, 583, 323]
ad-place: MASTERTON, NEW ZEALAND.: [751, 123, 821, 128]
article-text: Lorem ipsum dolor sit amet; cetera desunt. Reports from the district indicate favourable weather for the season and a good attendance of settlers at the recent meetings of the Council and Road Boards, with much business transacted and many matters of local interest discussed at length.: [121, 487, 238, 523]
